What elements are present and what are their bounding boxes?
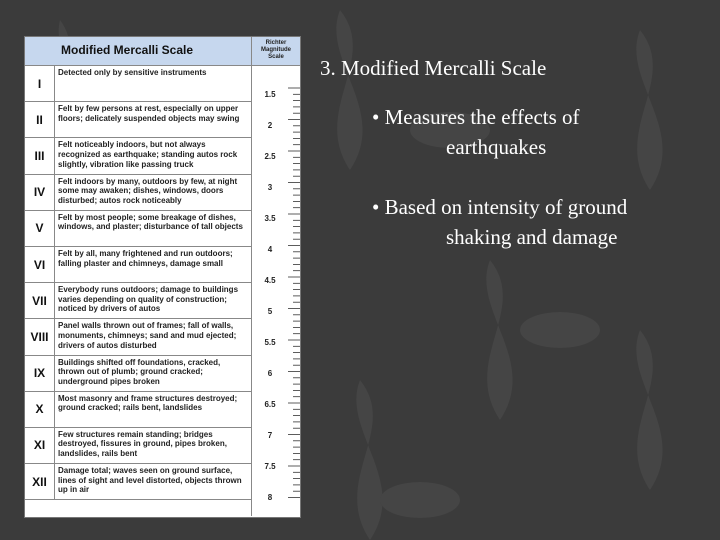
- richter-header-line: Magnitude: [261, 47, 291, 53]
- richter-value-label: 1.5: [264, 90, 276, 99]
- intensity-description: Damage total; waves seen on ground surface, lines of sight and level distorted, objects thrown up in air: [58, 466, 242, 495]
- intensity-row: [25, 283, 251, 319]
- intensity-rows: [25, 66, 251, 500]
- intensity-row: [25, 138, 251, 174]
- bullet-line: • Based on intensity of ground: [372, 195, 628, 219]
- intensity-row: [25, 66, 251, 102]
- intensity-row: [25, 356, 251, 392]
- richter-header-line: Scale: [268, 54, 284, 60]
- intensity-description: Most masonry and frame structures destroyed; ground cracked; rails bent, landslides: [58, 393, 238, 413]
- richter-header-line: Richter: [265, 40, 287, 46]
- intensity-level: IX: [25, 356, 55, 391]
- intensity-row: [25, 464, 251, 500]
- bullet-line: earthquakes: [446, 135, 547, 159]
- intensity-level: II: [25, 102, 55, 137]
- intensity-row: [25, 211, 251, 247]
- figure-header: [25, 37, 251, 66]
- intensity-description: Felt by few persons at rest, especially on upper floors; delicately suspended objects may swing: [58, 104, 240, 123]
- bullet-line: • Measures the effects of: [372, 105, 580, 129]
- richter-value-label: 7.5: [264, 462, 276, 471]
- richter-value-label: 6: [267, 369, 273, 378]
- richter-value-label: 4.5: [264, 276, 276, 285]
- intensity-row: [25, 428, 251, 464]
- bullet-item: [372, 102, 580, 162]
- richter-scale: [251, 66, 300, 516]
- intensity-description: Felt indoors by many, outdoors by few, at night some may awaken; dishes, windows, doors disturbed; autos rock noticeably: [58, 176, 238, 205]
- intensity-level: VIII: [25, 319, 55, 354]
- intensity-level: III: [25, 138, 55, 173]
- intensity-description: Panel walls thrown out of frames; fall of walls, monuments, chimneys; sand and mud ejected; drivers of autos disturbed: [58, 321, 237, 350]
- richter-header: [251, 37, 300, 66]
- intensity-row: [25, 247, 251, 283]
- intensity-level: VI: [25, 247, 55, 282]
- intensity-description: Felt by all, many frightened and run outdoors; falling plaster and chimneys, damage small: [58, 248, 233, 268]
- slide-heading: 3. Modified Mercalli Scale: [320, 56, 547, 80]
- intensity-level: XI: [25, 428, 55, 463]
- intensity-description: Felt noticeably indoors, but not always recognized as earthquake; standing autos rock slightly, vibration like passing truck: [58, 140, 238, 169]
- intensity-description: Detected only by sensitive instruments: [58, 68, 207, 77]
- intensity-level: I: [25, 66, 55, 101]
- richter-value-label: 7: [267, 431, 273, 440]
- figure-title: Modified Mercalli Scale: [61, 43, 194, 57]
- richter-value-label: 2.5: [264, 152, 276, 161]
- intensity-description: Few structures remain standing; bridges destroyed, fissures in ground, pipes broken, landslides, rails bent: [58, 429, 227, 459]
- intensity-description: Buildings shifted off foundations, cracked, thrown out of plumb; ground cracked; underground pipes broken: [58, 357, 221, 386]
- intensity-row: [25, 319, 251, 355]
- richter-value-label: 2: [267, 121, 273, 130]
- intensity-row: [25, 392, 251, 428]
- intensity-row: [25, 175, 251, 211]
- intensity-description: Felt by most people; some breakage of dishes, windows, and plaster; disturbance of tall objects: [58, 212, 243, 232]
- intensity-level: X: [25, 392, 55, 427]
- intensity-description: Everybody runs outdoors; damage to buildings varies depending on quality of construction; noticed by drivers of autos: [58, 285, 239, 314]
- intensity-level: VII: [25, 283, 55, 318]
- bullet-item: [372, 192, 627, 252]
- richter-value-label: 5.5: [264, 338, 276, 347]
- richter-value-label: 5: [267, 307, 273, 316]
- intensity-row: [25, 102, 251, 138]
- richter-value-label: 4: [267, 245, 273, 254]
- bullet-line: shaking and damage: [446, 225, 618, 249]
- intensity-level: XII: [25, 464, 55, 499]
- richter-value-label: 3: [267, 183, 273, 192]
- richter-value-label: 3.5: [264, 214, 276, 223]
- mercalli-scale-figure: [24, 36, 301, 518]
- intensity-level: IV: [25, 175, 55, 210]
- intensity-level: V: [25, 211, 55, 246]
- richter-value-label: 8: [267, 493, 273, 502]
- richter-value-label: 6.5: [264, 400, 276, 409]
